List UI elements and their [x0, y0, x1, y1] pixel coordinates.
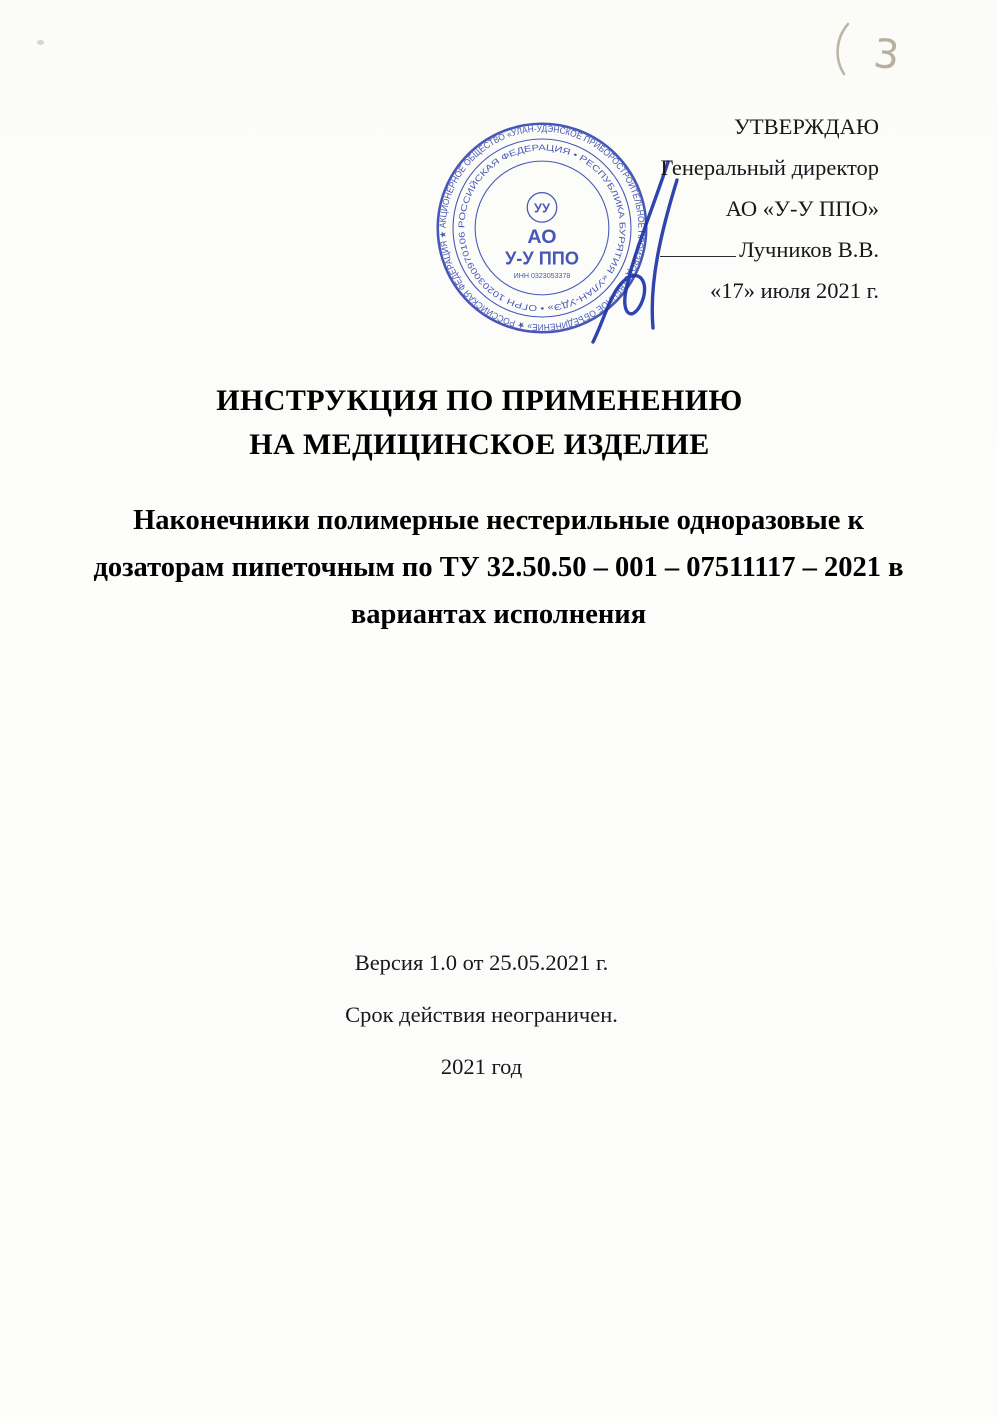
- approval-date: «17» июля 2021 г.: [709, 278, 879, 303]
- stamp-center-line2: У-У ППО: [504, 248, 580, 269]
- stamp-inner-ring-text: РОССИЙСКАЯ ФЕДЕРАЦИЯ • РЕСПУБЛИКА БУРЯТИЯ «УЛАН-УДЭ» • ОГРН 1020300970106: [456, 142, 628, 314]
- approver-name-line: [660, 229, 879, 270]
- document-title: [0, 379, 959, 467]
- product-subtitle: Наконечники полимерные нестерильные одноразовые к дозаторам пипеточным по ТУ 32.50.50 – 001 – 07511117 – 2021 в вариантах исполнения: [93, 505, 904, 630]
- stamp-emblem-monogram: УУ: [534, 200, 550, 216]
- pencil-paren-mark: [838, 24, 848, 74]
- pencil-number: 3: [871, 30, 902, 80]
- scan-speck: [37, 40, 44, 45]
- title-line-1: ИНСТРУКЦИЯ ПО ПРИМЕНЕНИЮ: [216, 384, 743, 417]
- stamp-inn-number: ИНН 0323053378: [513, 272, 571, 281]
- year-line: 2021 год: [440, 1054, 523, 1079]
- handwritten-page-number: [818, 12, 948, 92]
- title-line-2: НА МЕДИЦИНСКОЕ ИЗДЕЛИЕ: [249, 428, 710, 461]
- stamp-outer-ring-text: АКЦИОНЕРНОЕ ОБЩЕСТВО «УЛАН-УДЭНСКОЕ ПРИБОРОСТРОИТЕЛЬНОЕ ПРОИЗВОДСТВЕННОЕ ОБЪЕДИНЕНИЕ» ★ РОССИЙСКАЯ ФЕДЕРАЦИЯ ★: [437, 123, 647, 333]
- version-line: Версия 1.0 от 25.05.2021 г.: [354, 950, 609, 975]
- stamp-center-line1: АО: [527, 225, 557, 248]
- company-name: АО «У-У ППО»: [725, 196, 879, 221]
- validity-line: Срок действия неограничен.: [345, 1002, 618, 1027]
- approver-title: Генеральный директор: [660, 155, 879, 180]
- approval-block: [660, 106, 879, 311]
- signature-line: [660, 238, 736, 257]
- approval-word: УТВЕРЖДАЮ: [733, 114, 879, 139]
- footer-block: [0, 950, 963, 1106]
- approver-name: Лучников В.В.: [739, 237, 879, 262]
